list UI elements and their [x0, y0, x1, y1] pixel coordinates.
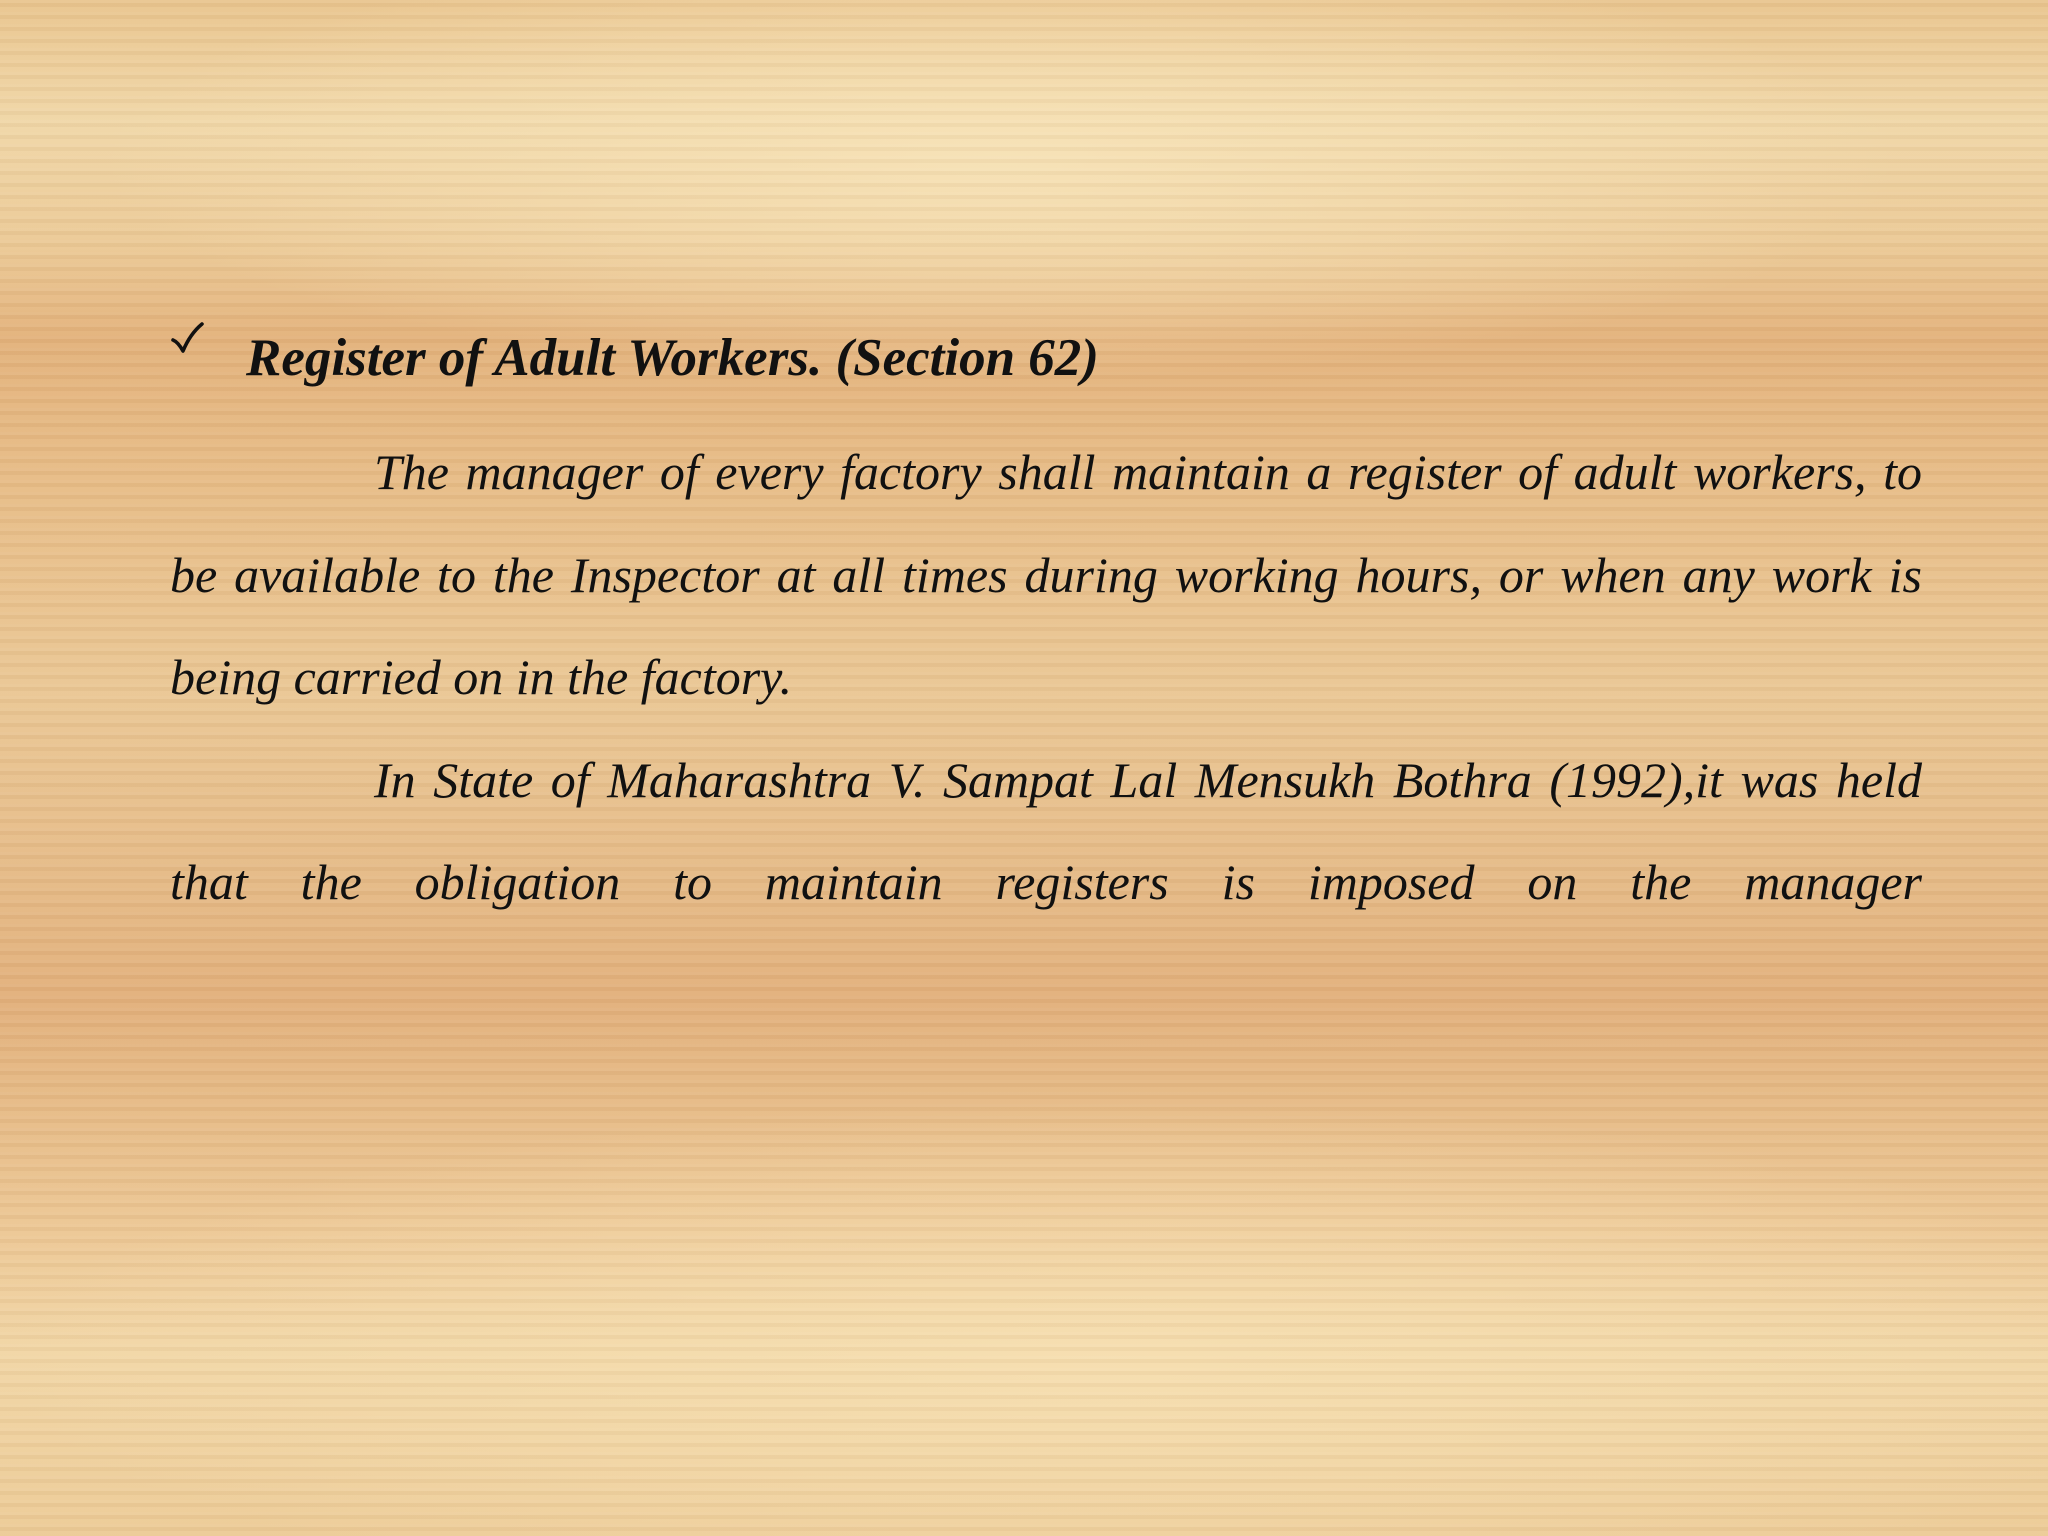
- paragraph-case-law: In State of Maharashtra V. Sampat Lal Mensukh Bothra (1992),it was held that the obligation to maintain registers is imposed on the manager: [170, 751, 1922, 910]
- bullet-item: [170, 318, 1930, 398]
- checkmark-icon: [170, 320, 204, 356]
- slide-body: [170, 421, 1922, 934]
- slide-heading: Register of Adult Workers. (Section 62): [246, 329, 1099, 387]
- paragraph-register-description: The manager of every factory shall maintain a register of adult workers, to be available to the Inspector at all times during working hours, or when any work is being carried on in the factory.: [170, 444, 1922, 705]
